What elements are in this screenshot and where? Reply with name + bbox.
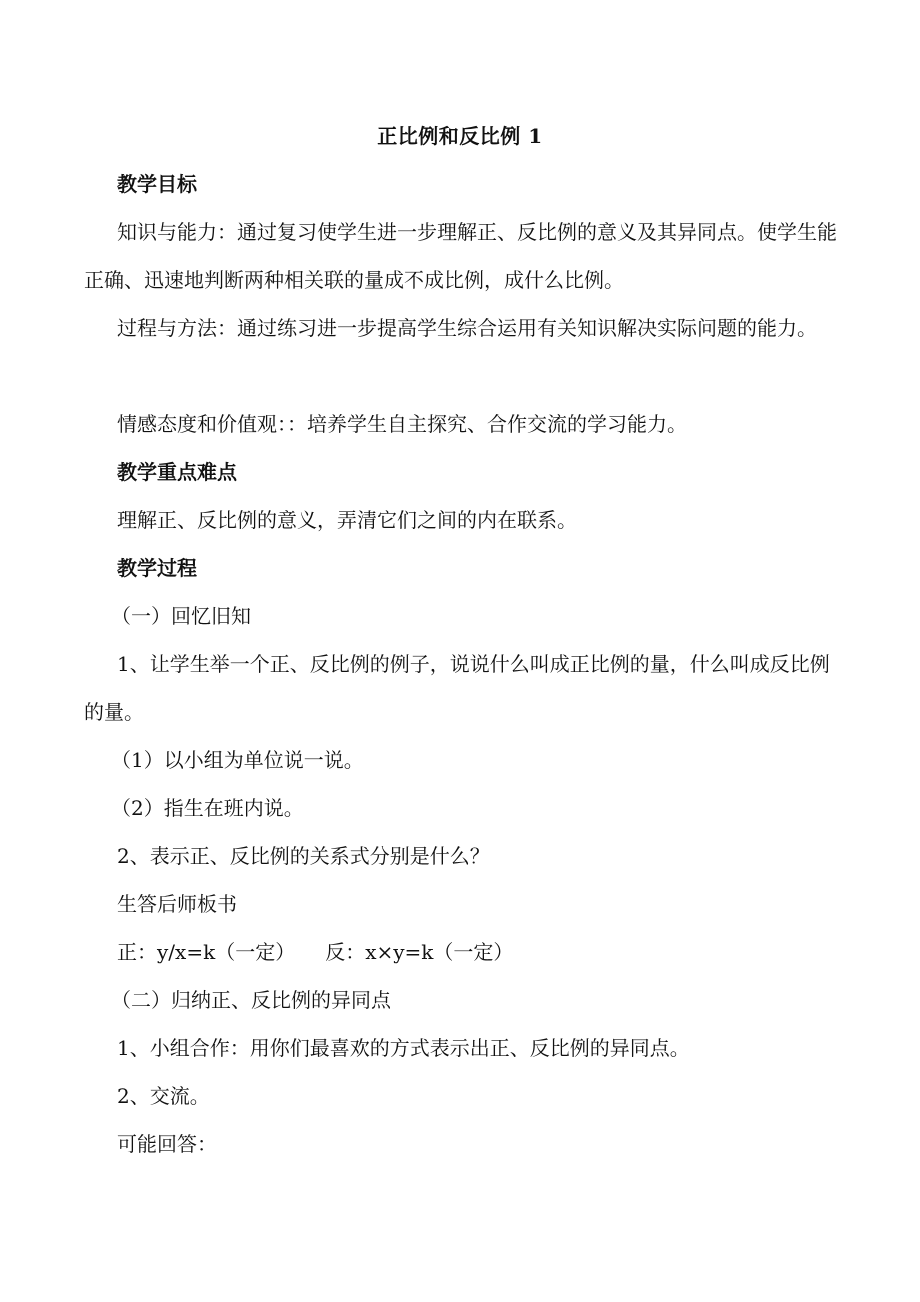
paragraph-emotion-values: 情感态度和价值观：：培养学生自主探究、合作交流的学习能力。 bbox=[117, 412, 687, 436]
paragraph-key-difficulties: 理解正、反比例的意义，弄清它们之间的内在联系。 bbox=[117, 508, 577, 532]
paragraph-knowledge-ability: 知识与能力：通过复习使学生进一步理解正、反比例的意义及其异同点。使学生能正确、迅速地判断两种相关联的量成不成比例，成什么比例。 bbox=[84, 220, 837, 292]
list-item-1: 1、让学生举一个正、反比例的例子，说说什么叫成正比例的量，什么叫成反比例的量。 bbox=[84, 652, 830, 724]
heading-key-difficulties: 教学重点难点 bbox=[117, 460, 237, 484]
section-review: （一）回忆旧知 bbox=[111, 604, 251, 628]
paragraph-possible-answers: 可能回答： bbox=[117, 1132, 217, 1156]
list-item-group-work: 1、小组合作：用你们最喜欢的方式表示出正、反比例的异同点。 bbox=[117, 1036, 690, 1060]
section-summary: （二）归纳正、反比例的异同点 bbox=[111, 988, 391, 1012]
document-title: 正比例和反比例 1 bbox=[377, 124, 543, 148]
heading-teaching-objectives: 教学目标 bbox=[117, 172, 197, 196]
list-item-2: 2、表示正、反比例的关系式分别是什么？ bbox=[117, 844, 490, 868]
list-item-1-2: （2）指生在班内说。 bbox=[111, 796, 304, 820]
list-item-exchange: 2、交流。 bbox=[117, 1084, 210, 1108]
paragraph-blackboard: 生答后师板书 bbox=[117, 892, 237, 916]
list-item-1-1: （1）以小组为单位说一说。 bbox=[111, 748, 364, 772]
paragraph-formulas: 正：y/x=k（一定） 反：x×y=k（一定） bbox=[117, 940, 514, 964]
paragraph-process-method: 过程与方法：通过练习进一步提高学生综合运用有关知识解决实际问题的能力。 bbox=[117, 316, 817, 340]
heading-teaching-process: 教学过程 bbox=[117, 556, 197, 580]
